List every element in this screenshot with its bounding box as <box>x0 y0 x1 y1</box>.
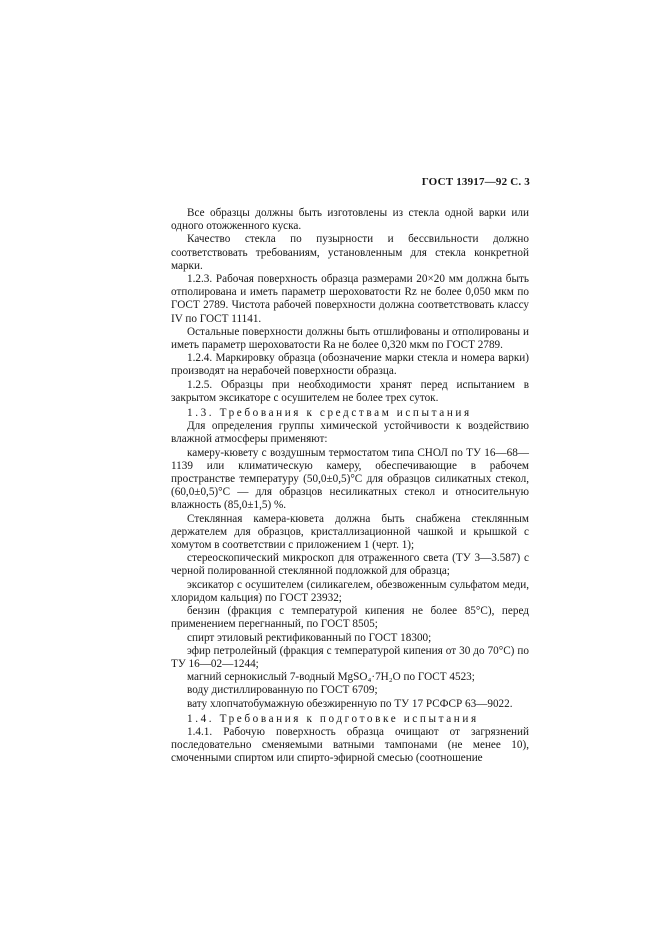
paragraph: Качество стекла по пузырности и бессвильности должно соответствовать требованиям, установленным для стекла конкретной марки. <box>171 233 529 272</box>
paragraph: воду дистиллированную по ГОСТ 6709; <box>187 684 378 697</box>
paragraph: Для определения группы химической устойчивости к воздействию влажной атмосферы применяют: <box>171 420 529 446</box>
paragraph: камеру-кювету с воздушным термостатом типа СНОЛ по ТУ 16—68—1139 или климатическую камеру, обеспечивающие в рабочем пространстве температуру (50,0±0,5)°С для образцов силикатных стекол, (60,0±0,5)°С — для образцов несиликатных стекол и относительную влажность (85,0±1,5) %. <box>171 446 529 512</box>
page-header: ГОСТ 13917—92 С. 3 <box>421 176 530 188</box>
paragraph: Остальные поверхности должны быть отшлифованы и отполированы и иметь параметр шероховатости Ra не более 0,320 мкм по ГОСТ 2789. <box>171 325 529 352</box>
section-heading <box>171 713 529 726</box>
section-heading-text: 1.4. Требования к подготовке испытания <box>187 712 479 725</box>
paragraph: эфир петролейный (фракция с температурой кипения от 30 до 70°С) по ТУ 16—02—1244; <box>171 644 529 670</box>
paragraph: вату хлопчатобумажную обезжиренную по ТУ 17 РСФСР 63—9022. <box>187 697 513 710</box>
paragraph: 1.4.1. Рабочую поверхность образца очищают от загрязнений последовательно сменяемыми ватными тампонами (не менее 10), смоченными спиртом или спирто-эфирной смесью (соотношение <box>171 725 529 765</box>
section-heading-text: 1.3. Требования к средствам испытания <box>187 407 472 420</box>
paragraph: 1.2.3. Рабочая поверхность образца размерами 20×20 мм должна быть отполирована и иметь параметр шероховатости Rz не более 0,050 мкм по ГОСТ 2789. Чистота рабочей поверхности должна соответствовать классу IV по ГОСТ 11141. <box>171 273 529 325</box>
paragraph: эксикатор с осушителем (силикагелем, обезвоженным сульфатом меди, хлоридом кальция) по ГОСТ 23932; <box>171 578 529 604</box>
paragraph: бензин (фракция с температурой кипения не более 85°С), перед применением перегнанный, по ГОСТ 8505; <box>171 605 529 631</box>
paragraph: стереоскопический микроскоп для отраженного света (ТУ 3—3.587) с черной полированной стеклянной подложкой для образца; <box>171 552 529 578</box>
paragraph: магний сернокислый 7-водный MgSO₄·7H₂O по ГОСТ 4523; <box>187 671 475 684</box>
section-heading <box>171 407 529 420</box>
paragraph: Все образцы должны быть изготовлены из стекла одной варки или одного отожженного куска. <box>171 207 529 233</box>
paragraph: 1.2.5. Образцы при необходимости хранят перед испытанием в закрытом эксикаторе с осушителем не более трех суток. <box>171 378 529 404</box>
paragraph: 1.2.4. Маркировку образца (обозначение марки стекла и номера варки) производят на нерабочей поверхности образца. <box>171 352 529 378</box>
paragraph: Стеклянная камера-кювета должна быть снабжена стеклянным держателем для образцов, кристаллизационной чашкой и крышкой с хомутом в соответствии с приложением 1 (черт. 1); <box>171 512 529 552</box>
paragraph: спирт этиловый ректификованный по ГОСТ 18300; <box>187 631 432 644</box>
document-body <box>171 207 529 766</box>
